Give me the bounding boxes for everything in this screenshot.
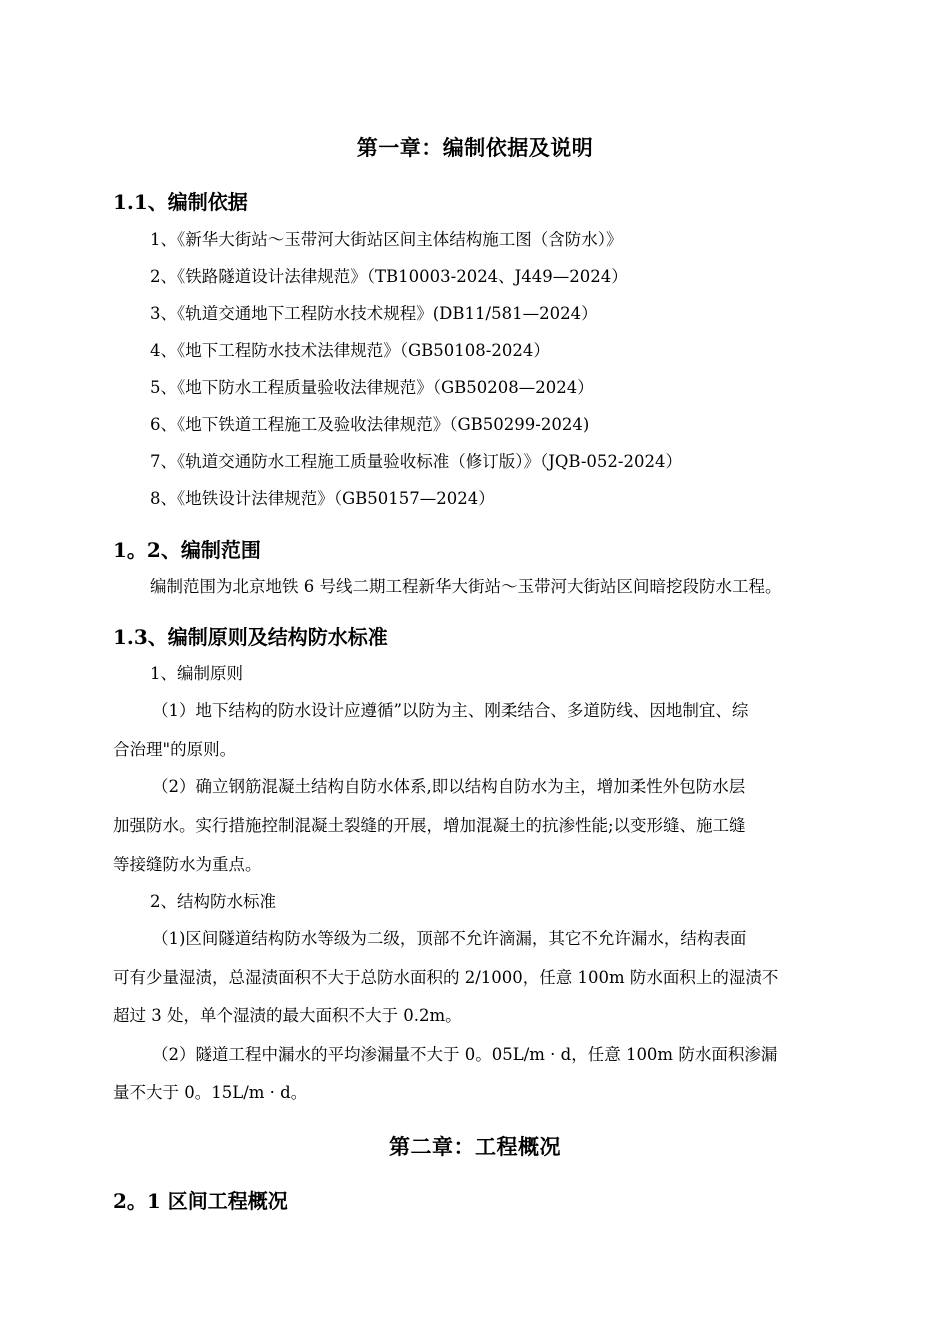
principle-2-line-3: 等接缝防水为重点。 — [113, 855, 262, 874]
reference-item-3: 3、《轨道交通地下工程防水技术规程》(DB11/581—2024） — [150, 304, 598, 323]
principle-2-line-1: （2）确立钢筋混凝土结构自防水体系,即以结构自防水为主，增加柔性外包防水层 — [152, 777, 746, 796]
principle-2-line-2: 加强防水。实行措施控制混凝土裂缝的开展，增加混凝土的抗渗性能;以变形缝、施工缝 — [113, 816, 746, 835]
chapter-2-title: 第二章：工程概况 — [389, 1134, 561, 1159]
chapter-1-title: 第一章：编制依据及说明 — [356, 135, 594, 160]
scope-paragraph: 编制范围为北京地铁 6 号线二期工程新华大街站～玉带河大街站区间暗挖段防水工程。 — [150, 577, 782, 596]
standard-1-line-3: 超过 3 处，单个湿渍的最大面积不大于 0.2m。 — [113, 1006, 462, 1025]
principle-1-line-1: （1）地下结构的防水设计应遵循”以防为主、刚柔结合、多道防线、因地制宜、综 — [152, 701, 749, 720]
standard-1-line-1: （1)区间隧道结构防水等级为二级，顶部不允许滴漏，其它不允许漏水，结构表面 — [152, 929, 747, 948]
reference-item-1: 1、《新华大街站～玉带河大街站区间主体结构施工图（含防水）》 — [150, 230, 623, 249]
standard-1-line-2: 可有少量湿渍，总湿渍面积不大于总防水面积的 2/1000，任意 100m 防水面积上的湿渍不 — [113, 968, 779, 987]
section-2-1-heading: 2。1 区间工程概况 — [113, 1189, 288, 1213]
section-1-3-heading: 1.3、编制原则及结构防水标准 — [113, 625, 388, 649]
standard-2-line-2: 量不大于 0。15L/m · d。 — [113, 1083, 308, 1102]
reference-item-6: 6、《地下铁道工程施工及验收法律规范》（GB50299-2024) — [150, 415, 590, 434]
principles-label: 1、编制原则 — [150, 664, 243, 683]
reference-item-2: 2、《铁路隧道设计法律规范》（TB10003-2024、J449—2024） — [150, 267, 628, 286]
reference-item-8: 8、《地铁设计法律规范》（GB50157—2024） — [150, 489, 495, 508]
section-1-1-heading: 1.1、编制依据 — [113, 190, 248, 214]
reference-item-5: 5、《地下防水工程质量验收法律规范》（GB50208—2024） — [150, 378, 594, 397]
reference-item-4: 4、《地下工程防水技术法律规范》（GB50108-2024） — [150, 341, 550, 360]
standard-2-line-1: （2）隧道工程中漏水的平均渗漏量不大于 0。05L/m · d，任意 100m 防水面积渗漏 — [152, 1045, 778, 1064]
reference-item-7: 7、《轨道交通防水工程施工质量验收标准（修订版）》（JQB-052-2024） — [150, 452, 682, 471]
principle-1-line-2: 合治理"的原则。 — [113, 740, 237, 759]
standards-label: 2、结构防水标准 — [150, 892, 276, 911]
section-1-2-heading: 1。2、编制范围 — [113, 538, 261, 562]
